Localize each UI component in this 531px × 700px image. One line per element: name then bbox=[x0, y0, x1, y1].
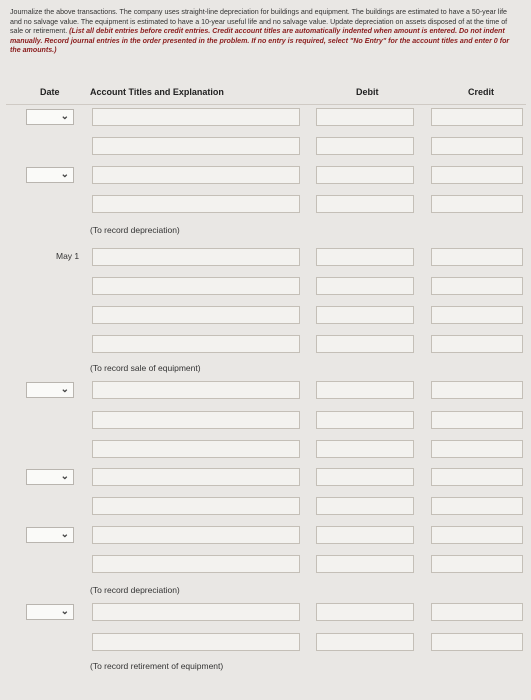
journal-row bbox=[0, 381, 531, 401]
account-input[interactable] bbox=[93, 501, 299, 517]
account-input[interactable] bbox=[93, 252, 299, 268]
instructions-emphasis: (List all debit entries before credit entries. Credit account titles are automatically indented when amount is entered. Do not indent manually. Record journal entries in the order presented in the problem. If no entry is required, select "No Entry" for the account titles and enter 0 for the amounts.) bbox=[10, 27, 510, 55]
credit-input[interactable] bbox=[432, 559, 522, 575]
debit-input[interactable] bbox=[317, 281, 413, 297]
debit-input[interactable] bbox=[317, 559, 413, 575]
account-input[interactable] bbox=[93, 199, 299, 215]
instructions-text: Journalize the above transactions. The company uses straight-line depreciation for buildings and equipment. The buildings are estimated to have a 50-year life and no salvage value. The equipment is estimated to have a 10-year useful life and no salvage value. Update depreciation on assets disposed of at the time of sale or retirement. bbox=[10, 8, 508, 36]
account-input[interactable] bbox=[93, 559, 299, 575]
debit-field[interactable] bbox=[316, 526, 414, 544]
credit-field[interactable] bbox=[431, 440, 523, 458]
account-input[interactable] bbox=[93, 385, 299, 401]
account-input[interactable] bbox=[93, 530, 299, 546]
account-input[interactable] bbox=[93, 112, 299, 128]
account-field[interactable] bbox=[92, 603, 300, 621]
header-debit: Debit bbox=[356, 87, 379, 97]
debit-input[interactable] bbox=[317, 444, 413, 460]
debit-input[interactable] bbox=[317, 310, 413, 326]
date-dropdown[interactable] bbox=[26, 604, 74, 620]
chevron-down-icon: ⌄ bbox=[60, 169, 69, 180]
debit-input[interactable] bbox=[317, 141, 413, 157]
credit-input[interactable] bbox=[432, 472, 522, 488]
credit-field[interactable] bbox=[431, 335, 523, 353]
debit-field[interactable] bbox=[316, 603, 414, 621]
credit-input[interactable] bbox=[432, 141, 522, 157]
account-field[interactable] bbox=[92, 555, 300, 573]
debit-field[interactable] bbox=[316, 108, 414, 126]
debit-input[interactable] bbox=[317, 472, 413, 488]
debit-field[interactable] bbox=[316, 137, 414, 155]
journal-row bbox=[0, 526, 531, 546]
account-input[interactable] bbox=[93, 637, 299, 653]
credit-field[interactable] bbox=[431, 468, 523, 486]
header-date: Date bbox=[40, 87, 60, 97]
debit-field[interactable] bbox=[316, 411, 414, 429]
chevron-down-icon: ⌄ bbox=[60, 384, 69, 395]
credit-input[interactable] bbox=[432, 637, 522, 653]
debit-field[interactable] bbox=[316, 468, 414, 486]
account-input[interactable] bbox=[93, 444, 299, 460]
account-field[interactable] bbox=[92, 248, 300, 266]
header-account: Account Titles and Explanation bbox=[90, 87, 224, 97]
credit-input[interactable] bbox=[432, 607, 522, 623]
debit-field[interactable] bbox=[316, 633, 414, 651]
account-field[interactable] bbox=[92, 468, 300, 486]
debit-input[interactable] bbox=[317, 112, 413, 128]
credit-input[interactable] bbox=[432, 530, 522, 546]
debit-field[interactable] bbox=[316, 277, 414, 295]
debit-field[interactable] bbox=[316, 555, 414, 573]
debit-input[interactable] bbox=[317, 607, 413, 623]
credit-field[interactable] bbox=[431, 633, 523, 651]
credit-field[interactable] bbox=[431, 555, 523, 573]
credit-field[interactable] bbox=[431, 306, 523, 324]
debit-input[interactable] bbox=[317, 501, 413, 517]
journal-row bbox=[0, 166, 531, 186]
credit-field[interactable] bbox=[431, 381, 523, 399]
date-dropdown[interactable] bbox=[26, 382, 74, 398]
credit-field[interactable] bbox=[431, 108, 523, 126]
journal-row bbox=[0, 195, 531, 215]
debit-field[interactable] bbox=[316, 497, 414, 515]
account-input[interactable] bbox=[93, 339, 299, 355]
credit-input[interactable] bbox=[432, 415, 522, 431]
journal-row bbox=[0, 603, 531, 623]
credit-input[interactable] bbox=[432, 339, 522, 355]
debit-field[interactable] bbox=[316, 248, 414, 266]
account-input[interactable] bbox=[93, 170, 299, 186]
journal-row bbox=[0, 335, 531, 355]
credit-field[interactable] bbox=[431, 166, 523, 184]
credit-input[interactable] bbox=[432, 310, 522, 326]
debit-field[interactable] bbox=[316, 440, 414, 458]
entry-note: (To record sale of equipment) bbox=[90, 363, 201, 373]
journal-row bbox=[0, 248, 531, 268]
entry-note: (To record depreciation) bbox=[90, 585, 180, 595]
journal-row bbox=[0, 306, 531, 326]
account-field[interactable] bbox=[92, 411, 300, 429]
account-field[interactable] bbox=[92, 108, 300, 126]
journal-row bbox=[0, 440, 531, 460]
entry-note: (To record depreciation) bbox=[90, 225, 180, 235]
debit-input[interactable] bbox=[317, 415, 413, 431]
account-field[interactable] bbox=[92, 137, 300, 155]
debit-field[interactable] bbox=[316, 195, 414, 213]
credit-input[interactable] bbox=[432, 501, 522, 517]
credit-input[interactable] bbox=[432, 199, 522, 215]
chevron-down-icon: ⌄ bbox=[60, 606, 69, 617]
credit-field[interactable] bbox=[431, 277, 523, 295]
credit-input[interactable] bbox=[432, 281, 522, 297]
journal-row bbox=[0, 411, 531, 431]
credit-input[interactable] bbox=[432, 170, 522, 186]
credit-field[interactable] bbox=[431, 248, 523, 266]
date-dropdown[interactable] bbox=[26, 167, 74, 183]
account-input[interactable] bbox=[93, 415, 299, 431]
credit-field[interactable] bbox=[431, 137, 523, 155]
account-input[interactable] bbox=[93, 310, 299, 326]
credit-input[interactable] bbox=[432, 252, 522, 268]
journal-row bbox=[0, 137, 531, 157]
chevron-down-icon: ⌄ bbox=[60, 529, 69, 540]
account-field[interactable] bbox=[92, 335, 300, 353]
debit-field[interactable] bbox=[316, 381, 414, 399]
credit-field[interactable] bbox=[431, 526, 523, 544]
credit-input[interactable] bbox=[432, 444, 522, 460]
debit-input[interactable] bbox=[317, 199, 413, 215]
journal-row bbox=[0, 497, 531, 517]
chevron-down-icon: ⌄ bbox=[60, 111, 69, 122]
credit-field[interactable] bbox=[431, 497, 523, 515]
journal-row bbox=[0, 277, 531, 297]
credit-input[interactable] bbox=[432, 385, 522, 401]
account-field[interactable] bbox=[92, 381, 300, 399]
instructions bbox=[10, 8, 520, 56]
credit-field[interactable] bbox=[431, 603, 523, 621]
header-credit: Credit bbox=[468, 87, 495, 97]
credit-field[interactable] bbox=[431, 195, 523, 213]
entry-date: May 1 bbox=[56, 251, 80, 261]
date-dropdown[interactable] bbox=[26, 469, 74, 485]
chevron-down-icon: ⌄ bbox=[60, 471, 69, 482]
account-field[interactable] bbox=[92, 195, 300, 213]
debit-field[interactable] bbox=[316, 306, 414, 324]
credit-input[interactable] bbox=[432, 112, 522, 128]
account-field[interactable] bbox=[92, 277, 300, 295]
table-header bbox=[6, 82, 526, 105]
debit-input[interactable] bbox=[317, 252, 413, 268]
account-field[interactable] bbox=[92, 526, 300, 544]
debit-input[interactable] bbox=[317, 385, 413, 401]
credit-field[interactable] bbox=[431, 411, 523, 429]
account-field[interactable] bbox=[92, 497, 300, 515]
account-field[interactable] bbox=[92, 440, 300, 458]
journal-row bbox=[0, 108, 531, 128]
debit-input[interactable] bbox=[317, 170, 413, 186]
date-dropdown[interactable] bbox=[26, 527, 74, 543]
entry-note: (To record retirement of equipment) bbox=[90, 661, 224, 671]
debit-field[interactable] bbox=[316, 166, 414, 184]
account-input[interactable] bbox=[93, 281, 299, 297]
account-input[interactable] bbox=[93, 141, 299, 157]
journal-row bbox=[0, 555, 531, 575]
debit-input[interactable] bbox=[317, 530, 413, 546]
date-dropdown[interactable] bbox=[26, 109, 74, 125]
account-field[interactable] bbox=[92, 166, 300, 184]
account-input[interactable] bbox=[93, 472, 299, 488]
journal-row bbox=[0, 633, 531, 653]
journal-row bbox=[0, 468, 531, 488]
debit-field[interactable] bbox=[316, 335, 414, 353]
debit-input[interactable] bbox=[317, 637, 413, 653]
debit-input[interactable] bbox=[317, 339, 413, 355]
account-input[interactable] bbox=[93, 607, 299, 623]
account-field[interactable] bbox=[92, 633, 300, 651]
account-field[interactable] bbox=[92, 306, 300, 324]
